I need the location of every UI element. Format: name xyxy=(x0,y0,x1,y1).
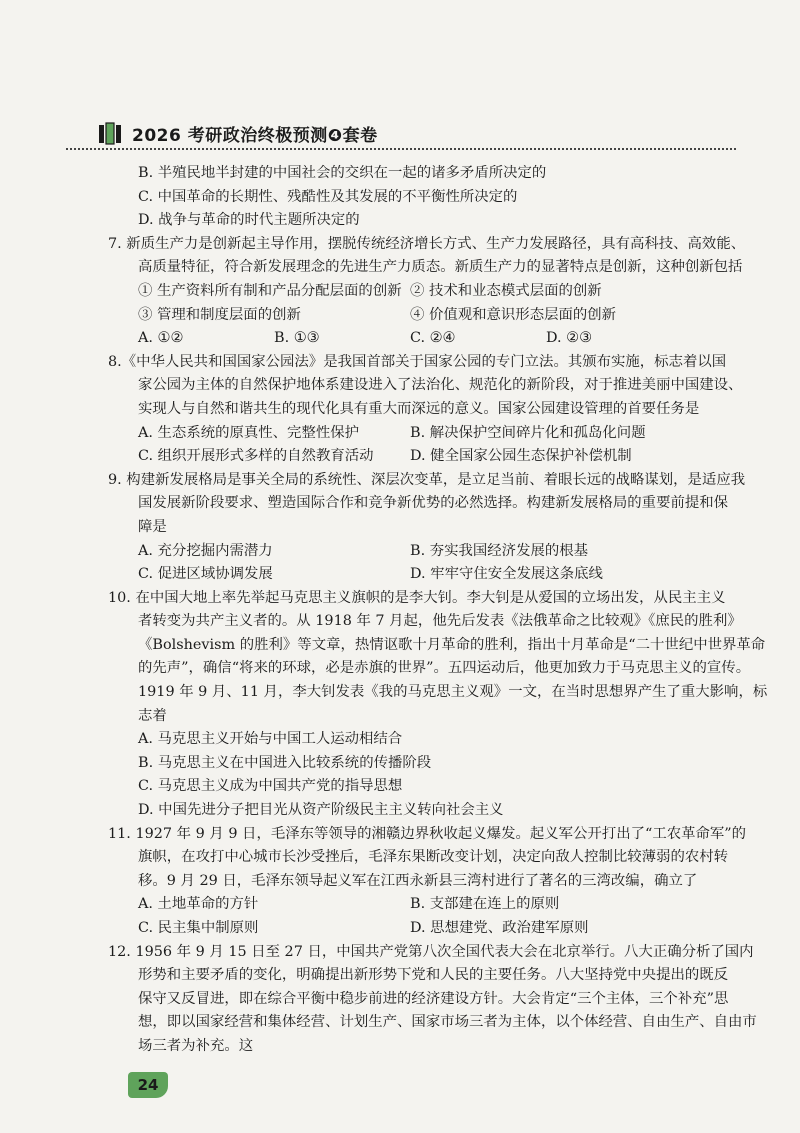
option: B. 夯实我国经济发展的根基 xyxy=(410,542,589,559)
option: A. 充分挖掘内需潜力 xyxy=(138,542,273,559)
statement: ② 技术和业态模式层面的创新 xyxy=(410,282,602,299)
statement-row xyxy=(108,280,728,304)
option: D. ②③ xyxy=(546,330,592,347)
question-text: 高质量特征，符合新发展理念的先进生产力质态。新质生产力的显著特点是创新，这种创新包括 xyxy=(138,259,743,276)
question-text: 8.《中华人民共和国国家公园法》是我国首部关于国家公园的专门立法。其颁布实施，标志着以国 xyxy=(108,353,727,370)
option: C. 马克思主义成为中国共产党的指导思想 xyxy=(138,778,403,795)
option-line: D. 战争与革命的时代主题所决定的 xyxy=(138,212,360,229)
question-text: 旗帜，在攻打中心城市长沙受挫后，毛泽东果断改变计划，决定向敌人控制比较薄弱的农村转 xyxy=(138,849,729,866)
question-10 xyxy=(108,587,768,823)
question-text: 10. 在中国大地上率先举起马克思主义旗帜的是李大钊。李大钊是从爱国的立场出发，从民主主义 xyxy=(108,589,726,606)
question-text: 场三者为补充。这 xyxy=(138,1037,254,1054)
question-text: 者转变为共产主义者的。从 1918 年 7 月起，他先后发表《法俄革命之比较观》《庶民的胜利》 xyxy=(138,613,742,630)
option: A. 马克思主义开始与中国工人运动相结合 xyxy=(138,731,403,748)
question-text: 形势和主要矛盾的变化，明确提出新形势下党和人民的主要任务。八大坚持党中央提出的既反 xyxy=(138,967,729,984)
option-row xyxy=(108,917,728,941)
page-number-badge: 24 xyxy=(128,1072,168,1098)
option: C. 民主集中制原则 xyxy=(138,920,259,936)
option: B. 解决保护空间碎片化和孤岛化问题 xyxy=(410,424,646,441)
question-text: 9. 构建新发展格局是事关全局的系统性、深层次变革，是立足当前、着眼长远的战略谋划，是适应我 xyxy=(108,471,746,488)
page-content xyxy=(108,162,768,1059)
option-row xyxy=(108,445,728,469)
question-text: 的先声”，确信“将来的环球，必是赤旗的世界”。五四运动后，他更加致力于马克思主义的宣传。 xyxy=(138,660,751,677)
statement: ③ 管理和制度层面的创新 xyxy=(138,306,301,323)
question-text: 12. 1956 年 9 月 15 日至 27 日，中国共产党第八次全国代表大会在北京举行。八大正确分析了国内 xyxy=(108,943,754,960)
question-8 xyxy=(108,351,743,469)
option-row xyxy=(108,540,728,564)
question-text: 《Bolshevism 的胜利》等文章，热情讴歌十月革命的胜利，指出十月革命是“二十世纪中世界革命 xyxy=(138,636,766,653)
running-header xyxy=(96,118,736,152)
option-line: C. 中国革命的长期性、残酷性及其发展的不平衡性所决定的 xyxy=(138,188,518,205)
option: D. 中国先进分子把目光从资产阶级民主主义转向社会主义 xyxy=(138,802,504,819)
option: A. 土地革命的方针 xyxy=(138,896,259,913)
question-text: 1919 年 9 月、11 月，李大钊发表《我的马克思主义观》一文，在当时思想界产生了重大影响，标 xyxy=(138,684,768,701)
question-7 xyxy=(108,233,746,351)
statement-row xyxy=(108,304,728,328)
header-divider xyxy=(66,148,736,150)
option: B. 支部建在连上的原则 xyxy=(410,896,560,913)
statement: ① 生产资料所有制和产品分配层面的创新 xyxy=(138,282,402,299)
option: C. 组织开展形式多样的自然教育活动 xyxy=(138,448,374,465)
question-text: 障是 xyxy=(138,518,167,535)
question-text: 家公园为主体的自然保护地体系建设进入了法治化、规范化的新阶段，对于推进美丽中国建设、 xyxy=(138,377,743,394)
option: A. ①② xyxy=(138,330,184,347)
question-text: 想，即以国家经营和集体经营、计划生产、国家市场三者为主体，以个体经营、自由生产、自由市 xyxy=(138,1014,757,1031)
option-row xyxy=(108,422,728,446)
question-11 xyxy=(108,823,747,941)
option: B. 马克思主义在中国进入比较系统的传播阶段 xyxy=(138,754,432,771)
option: C. 促进区域协调发展 xyxy=(138,566,273,583)
option: D. 健全国家公园生态保护补偿机制 xyxy=(410,448,632,465)
question-text: 志着 xyxy=(138,707,167,724)
option-line: B. 半殖民地半封建的中国社会的交织在一起的诸多矛盾所决定的 xyxy=(138,165,547,181)
option: A. 生态系统的原真性、完整性保护 xyxy=(138,424,360,441)
question-text: 11. 1927 年 9 月 9 日，毛泽东等领导的湘赣边界秋收起义爆发。起义军公开打出了“工农革命军”的 xyxy=(108,825,747,842)
question-text: 移。9 月 29 日，毛泽东领导起义军在江西永新县三湾村进行了著名的三湾改编，确立了 xyxy=(138,872,698,889)
question-12 xyxy=(108,941,757,1059)
option: D. 思想建党、政治建军原则 xyxy=(410,920,589,936)
question-text: 国发展新阶段要求、塑造国际合作和竞争新优势的必然选择。构建新发展格局的重要前提和保 xyxy=(138,495,729,512)
header-title: 2026 考研政治终极预测❹套卷 xyxy=(132,126,378,146)
book-icon xyxy=(98,122,124,146)
question-9 xyxy=(108,469,746,587)
option-row xyxy=(108,563,728,587)
option: D. 牢牢守住安全发展这条底线 xyxy=(410,566,603,583)
statement: ④ 价值观和意识形态层面的创新 xyxy=(410,306,617,323)
option: C. ②④ xyxy=(410,330,456,347)
question-text: 实现人与自然和谐共生的现代化具有重大而深远的意义。国家公园建设管理的首要任务是 xyxy=(138,400,700,417)
option-row xyxy=(108,893,728,917)
question-text: 7. 新质生产力是创新起主导作用，摆脱传统经济增长方式、生产力发展路径，具有高科技、高效能、 xyxy=(108,235,746,252)
option: B. ①③ xyxy=(274,330,320,347)
option-row xyxy=(108,327,728,351)
question-text: 保守又反冒进，即在综合平衡中稳步前进的经济建设方针。大会肯定“三个主体，三个补充”思 xyxy=(138,990,729,1007)
